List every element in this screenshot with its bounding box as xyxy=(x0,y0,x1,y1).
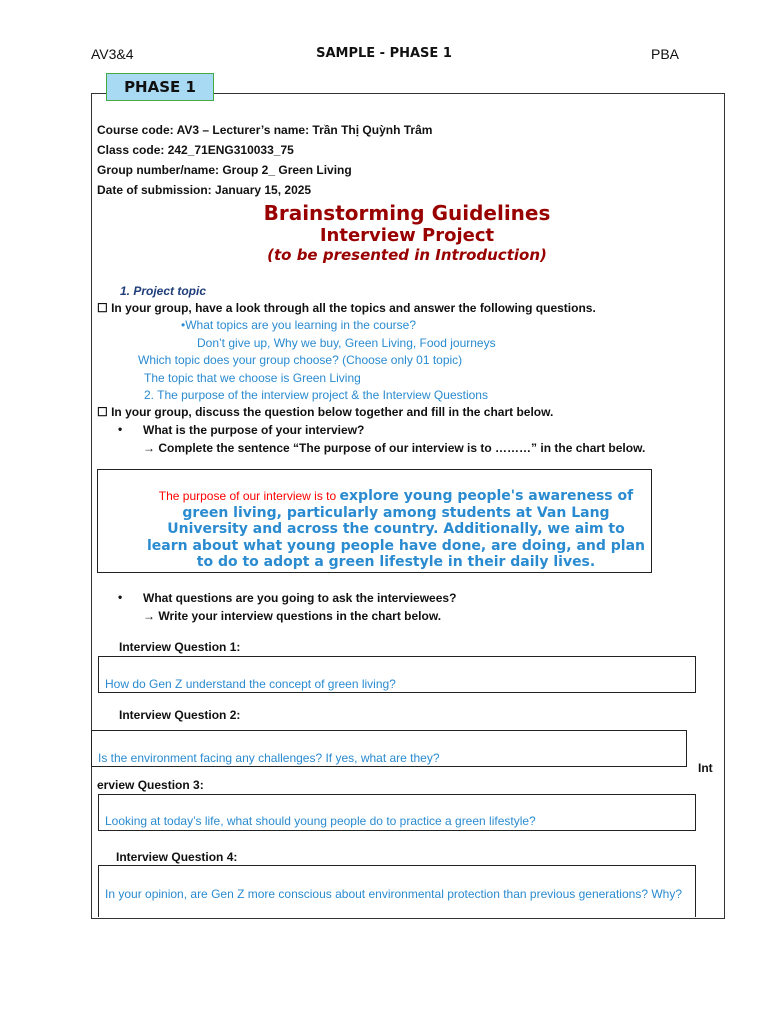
question-3-box[interactable] xyxy=(98,794,696,831)
instruction-write-questions: → Write your interview questions in the chart below. xyxy=(143,609,442,623)
instruction-1: ☐ In your group, have a look through all the topics and answer the following questions. xyxy=(97,301,596,315)
bullet-questions: What questions are you going to ask the interviewees? xyxy=(143,591,457,605)
course-code: Course code: AV3 – Lecturer’s name: Trần Thị Quỳnh Trâm xyxy=(97,123,433,137)
question-3-label-start: Int xyxy=(698,761,713,775)
bullet-icon: • xyxy=(118,422,123,436)
section-2-heading: 2. The purpose of the interview project & the Interview Questions xyxy=(144,388,488,402)
header-left: AV3&4 xyxy=(91,46,134,62)
class-code: Class code: 242_71ENG310033_75 xyxy=(97,143,294,157)
purpose-box[interactable] xyxy=(97,469,652,573)
submission-date: Date of submission: January 15, 2025 xyxy=(97,183,312,197)
instruction-complete-sentence: → Complete the sentence “The purpose of our interview is to ………” in the chart below. xyxy=(143,441,646,455)
question-3-label-end: erview Question 3: xyxy=(97,778,204,792)
question-topics: •What topics are you learning in the course? xyxy=(181,318,416,332)
instruction-2: ☐ In your group, discuss the question below together and fill in the chart below. xyxy=(97,405,554,419)
question-1-answer: How do Gen Z understand the concept of green living? xyxy=(105,677,396,691)
question-1-label: Interview Question 1: xyxy=(119,640,241,654)
checkbox-icon: ☐ xyxy=(97,405,108,419)
group-name: Group number/name: Group 2_ Green Living xyxy=(97,163,352,177)
page-title: Brainstorming Guidelines xyxy=(263,201,551,225)
page-subtitle-note: (to be presented in Introduction) xyxy=(267,246,547,264)
answer-topics: Don’t give up, Why we buy, Green Living, Food journeys xyxy=(197,336,496,350)
purpose-lead: The purpose of our interview is to xyxy=(158,489,340,503)
purpose-text: explore young people's awareness of green living, particularly among students at Van Lang University and across the country. Additionally, we aim to learn about what young people have done, are doing, and plan to do to adopt a green lifestyle in their daily lives. xyxy=(146,488,645,570)
bullet-purpose: What is the purpose of your interview? xyxy=(143,423,365,437)
question-choose-topic: Which topic does your group choose? (Choose only 01 topic) xyxy=(138,353,463,367)
question-2-label: Interview Question 2: xyxy=(119,708,241,722)
document-title: SAMPLE - PHASE 1 xyxy=(316,46,452,61)
question-1-box[interactable] xyxy=(98,656,696,693)
question-2-answer: Is the environment facing any challenges? If yes, what are they? xyxy=(98,751,440,765)
phase-tab: PHASE 1 xyxy=(106,73,214,101)
question-4-answer: In your opinion, are Gen Z more conscious about environmental protection than previous generations? Why? xyxy=(105,887,682,901)
question-2-box[interactable] xyxy=(91,730,687,767)
page-subtitle: Interview Project xyxy=(319,225,495,246)
answer-choose-topic: The topic that we choose is Green Living xyxy=(144,371,361,385)
header-right: PBA xyxy=(651,46,680,62)
question-4-box[interactable] xyxy=(98,865,696,917)
checkbox-icon: ☐ xyxy=(97,301,108,315)
section-heading: 1. Project topic xyxy=(120,284,207,298)
question-4-label: Interview Question 4: xyxy=(116,850,238,864)
bullet-icon: • xyxy=(118,590,123,604)
question-3-answer: Looking at today’s life, what should young people do to practice a green lifestyle? xyxy=(105,814,536,828)
